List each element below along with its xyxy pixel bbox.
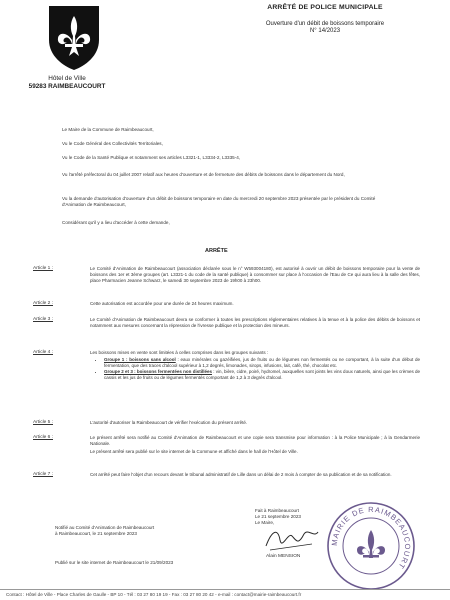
- signature-date: Le 21 septembre 2023: [255, 514, 301, 520]
- preamble-line: Considérant qu'il y a lieu d'accéder à cette demande,: [62, 220, 170, 225]
- group-1-item: [104, 357, 420, 369]
- notification-block: [55, 525, 154, 537]
- preamble-line: Vu l'arrêté préfectoral du 04 juillet 2007 relatif aux heures d'ouverture et de fermeture des débits de boissons dans le département du Nord,: [62, 172, 345, 177]
- article-label: Article 6 :: [33, 435, 53, 440]
- handwritten-signature-icon: [262, 520, 322, 555]
- document-header: [200, 4, 450, 34]
- publication-note: Publié sur le site internet de Raimbeaucourt le 21/09/2023: [55, 560, 174, 565]
- preamble-line: Le Maire de la Commune de Raimbeaucourt,: [62, 127, 154, 132]
- town-label: 59283 RAIMBEAUCOURT: [28, 83, 106, 90]
- group-1-text: : eaux minérales ou gazéifiées, jus de fruits ou de légumes non fermentés ou ne comportant, à la suite d'un début de fermentation, que des traces d'alcool supérieur à 1,2 degrés, limonades, sirops, infusions, lait, café, thé, chocolat etc.: [104, 357, 420, 369]
- footer-contact: Contact : Hôtel de Ville - Place Charles de Gaulle - BP 10 - Tél : 03 27 80 19 19 - Fax : 03 27 80 20 42 - e-mail : contact@mairie-raimbeaucourt.fr: [6, 592, 302, 597]
- mayor-name: Alain MENSION: [266, 554, 301, 559]
- article-label: Article 1 :: [33, 266, 53, 271]
- mairie-stamp-icon: [325, 500, 417, 592]
- footer-divider: [0, 589, 450, 590]
- group-2-title: Groupe 2 et 3 : boissons fermentées non distillées: [104, 369, 212, 375]
- article-text: Cet arrêté peut faire l'objet d'un recours devant le tribunal administratif de Lille dans un délai de 2 mois à compter de sa publication et de sa notification.: [90, 472, 392, 477]
- article-text: [90, 435, 420, 455]
- preamble-line: Vu la demande d'autorisation d'ouverture d'un débit de boissons temporaire en date du mercredi 20 septembre 2023 présentée par le président du Comité d'Animation de Raimbeaucourt,: [62, 196, 376, 208]
- fleur-de-lis-crest-icon: [45, 4, 103, 72]
- hotel-de-ville-label: Hôtel de Ville: [48, 75, 86, 82]
- group-2-item: [104, 369, 420, 381]
- article-text-groups: [90, 350, 420, 381]
- notification-line: Notifié au Comité d'Animation de Raimbeaucourt: [55, 525, 155, 530]
- article-label: Article 2 :: [33, 301, 53, 306]
- notification-date: à Raimbeaucourt, le 21 septembre 2023: [55, 531, 137, 537]
- article-text: Le Comité d'Animation de Raimbeaucourt devra se conformer à toutes les prescriptions réglementaires relatives à la tenue et à la police des débits de boissons et notamment aux mesures concernant la répression de l'ivresse publique et la protection des mineurs.: [90, 317, 420, 329]
- document-number: N° 14/2023: [309, 28, 341, 34]
- article-text: L'autorité d'autoriser la Raimbeaucourt de vérifier l'exécution du présent arrêté.: [90, 420, 248, 425]
- stamp-ring-text: MAIRIE DE RAIMBEAUCOURT: [329, 504, 413, 571]
- arrete-title: ARRÊTE: [205, 248, 228, 254]
- article-4-intro: Les boissons mises en vente sont limitées à celles comprises dans les groupes suivants :: [90, 350, 269, 355]
- group-2-text: : vin, bière, cidre, poiré, hydromel, auxquelles sont joints les vins doux naturels, ainsi que les crèmes de cassis et les jus de fruits ou de légumes fermentés comportant de 1,2 à 3 degrés d'alcool.: [104, 369, 420, 381]
- groups-list: [104, 357, 420, 381]
- article-label: Article 4 :: [33, 350, 53, 355]
- mairie-address: [22, 75, 112, 91]
- article-label: Article 5 :: [33, 420, 53, 425]
- article-text: Cette autorisation est accordée pour une durée de 24 heures maximum.: [90, 301, 234, 306]
- document-subtitle: Ouverture d'un débit de boissons temporaire: [265, 21, 385, 27]
- group-1-title: Groupe 1 : boissons sans alcool: [104, 357, 176, 363]
- preamble-line: Vu le Code Général des Collectivités Territoriales,: [62, 141, 163, 146]
- signature-role: Le Maire,: [255, 520, 275, 526]
- preamble-line: Vu le Code de la Santé Publique et notamment ses articles L3321-1, L3334-2, L3335-4,: [62, 155, 241, 160]
- article-text: Le Comité d'Animation de Raimbeaucourt (association déclarée sous le n° W593004180), est autorisé à ouvrir un débit de boissons temporaire pour la vente de boissons des 1er et 3ème groupes (art. L3321-1 du code de la santé publique) à consommer sur place à l'occasion de l'Eau de Ce qui aura lieu à la salle des fêtes, place Pharmacien Jeanne Schwarz, le samedi 30 septembre 2023 de 19h00 à 23h00.: [90, 266, 420, 284]
- article-label: Article 3 :: [33, 317, 53, 322]
- article-label: Article 7 :: [33, 472, 53, 477]
- article-6-extra: Le présent arrêté sera publié sur le site internet de la Commune et affiché dans le hall de l'Hôtel de Ville.: [90, 449, 298, 455]
- document-title: ARRÊTÉ DE POLICE MUNICIPALE: [267, 4, 383, 11]
- article-6-text: Le présent arrêté sera notifié au Comité d'Animation de Raimbeaucourt et une copie sera transmise pour information : à la Police Municipale ; à la Gendarmerie Nationale.: [90, 435, 420, 447]
- signature-place: Fait à Raimbeaucourt: [255, 508, 299, 513]
